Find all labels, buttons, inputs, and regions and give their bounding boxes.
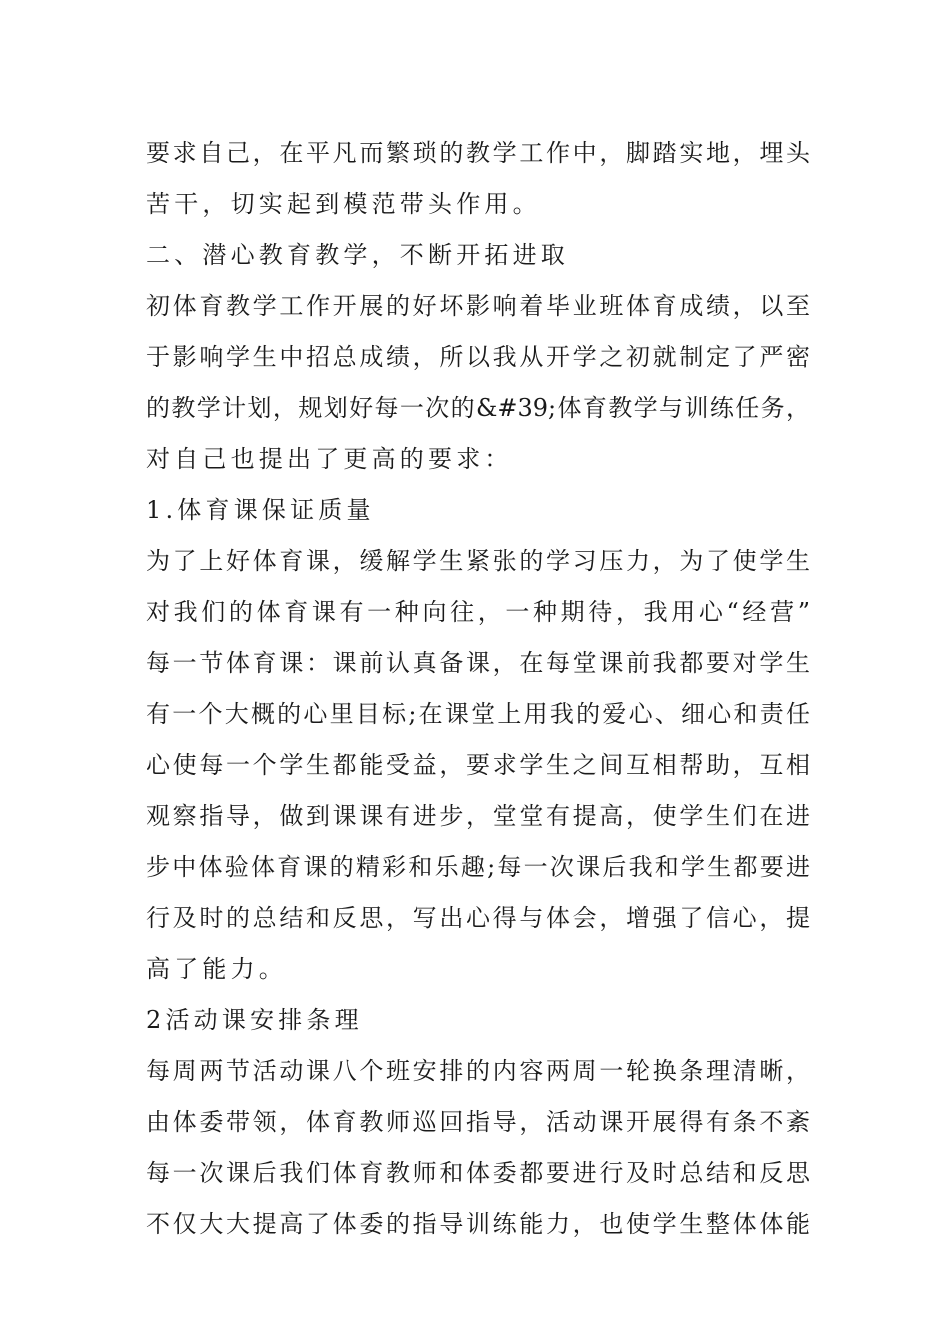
text-line: 行及时的总结和反思，写出心得与体会，增强了信心，提 <box>146 904 810 932</box>
text-line: 有一个大概的心里目标;在课堂上用我的爱心、细心和责任 <box>146 700 810 728</box>
text-line: 心使每一个学生都能受益，要求学生之间互相帮助，互相 <box>146 751 810 779</box>
text-line: 的教学计划，规划好每一次的&#39;体育教学与训练任务， <box>146 394 810 422</box>
text-line: 于影响学生中招总成绩，所以我从开学之初就制定了严密 <box>146 343 810 371</box>
text-line: 由体委带领，体育教师巡回指导，活动课开展得有条不紊 <box>146 1108 810 1136</box>
text-line: 初体育教学工作开展的好坏影响着毕业班体育成绩，以至 <box>146 292 810 320</box>
document-body <box>146 128 810 1250</box>
text-line: 要求自己，在平凡而繁琐的教学工作中，脚踏实地，埋头 <box>146 139 810 167</box>
subsection-heading: 2活动课安排条理 <box>146 1006 363 1034</box>
text-line: 高了能力。 <box>146 955 287 983</box>
subsection-heading: 1.体育课保证质量 <box>146 496 375 524</box>
text-line: 对自己也提出了更高的要求： <box>146 445 513 473</box>
text-line: 苦干，切实起到模范带头作用。 <box>146 190 541 218</box>
text-line: 每周两节活动课八个班安排的内容两周一轮换条理清晰， <box>146 1057 810 1085</box>
text-line: 为了上好体育课，缓解学生紧张的学习压力，为了使学生 <box>146 547 810 575</box>
text-line: 每一节体育课：课前认真备课，在每堂课前我都要对学生 <box>146 649 810 677</box>
text-line: 不仅大大提高了体委的指导训练能力，也使学生整体体能 <box>146 1210 810 1238</box>
section-heading: 二、潜心教育教学，不断开拓进取 <box>146 241 569 269</box>
text-line: 每一次课后我们体育教师和体委都要进行及时总结和反思 <box>146 1159 810 1187</box>
text-line: 观察指导，做到课课有进步，堂堂有提高，使学生们在进 <box>146 802 810 830</box>
text-line: 步中体验体育课的精彩和乐趣;每一次课后我和学生都要进 <box>146 853 810 881</box>
text-line: 对我们的体育课有一种向往，一种期待，我用心“经营” <box>146 598 810 626</box>
